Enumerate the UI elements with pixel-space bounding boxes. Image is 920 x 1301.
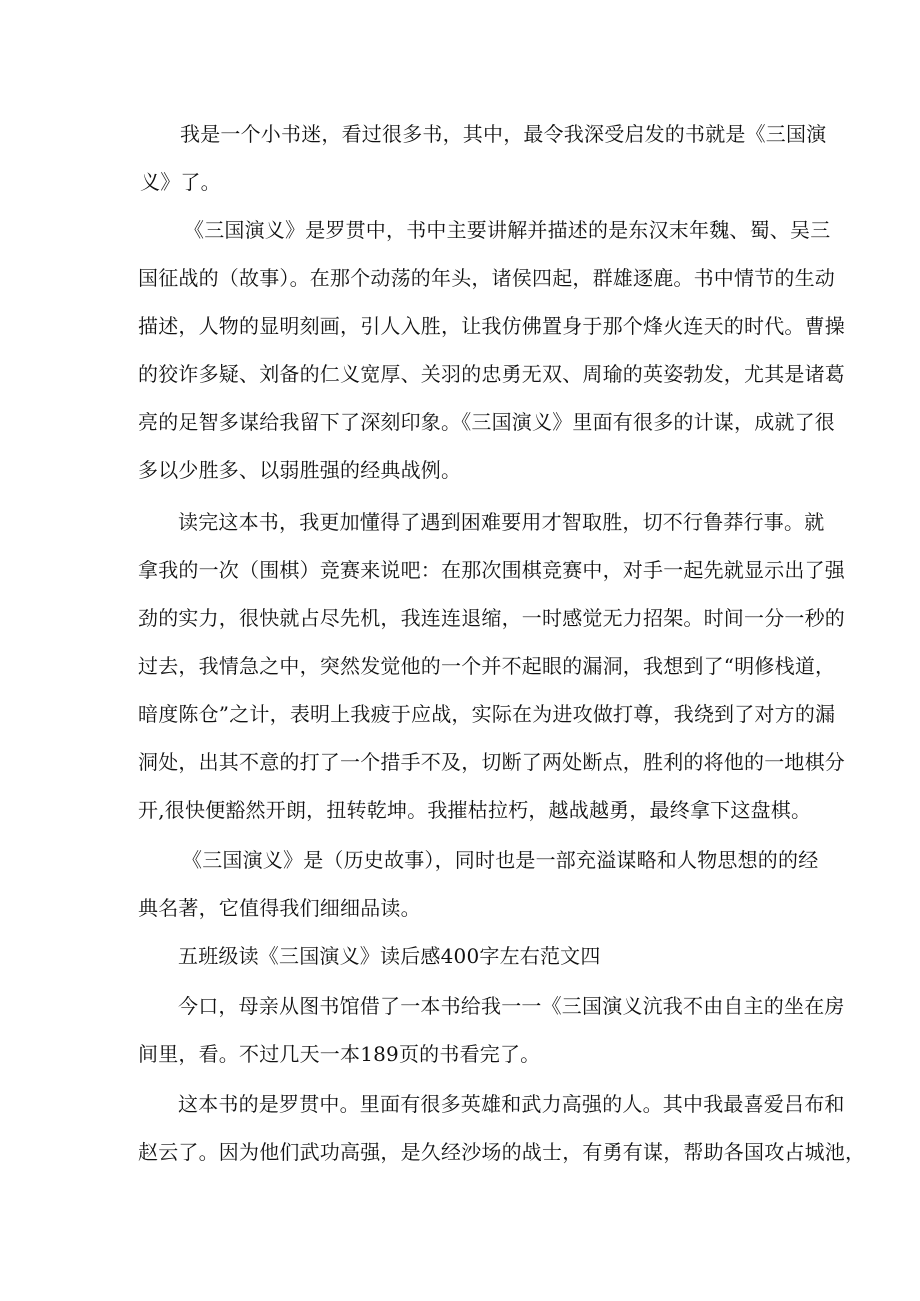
paragraph-6-line-2: 赵云了。因为他们武功高强，是久经沙场的战士，有勇有谋，帮助各国攻占城池， (138, 1140, 866, 1164)
paragraph-1-line-2: 义》了。 (140, 170, 221, 194)
paragraph-3-line-7: 开,很快便豁然开朗，扭转乾坤。我摧枯拉朽，越战越勇，最终拿下这盘棋。 (138, 798, 812, 822)
paragraph-1-line-1: 我是一个小书迷，看过很多书，其中，最令我深受启发的书就是《三国演 (180, 122, 827, 146)
paragraph-6-line-1: 这本书的是罗贯中。里面有很多英雄和武力高强的人。其中我最喜爱吕布和 (178, 1092, 845, 1116)
paragraph-2-line-3: 描述，人物的显明刻画，引人入胜，让我仿佛置身于那个烽火连天的时代。曹操 (138, 314, 845, 338)
paragraph-3-line-3: 劲的实力，很快就占尽先机，我连连退缩，一时感觉无力招架。时间一分一秒的 (138, 606, 845, 630)
paragraph-5-line-1: 今口，母亲从图书馆借了一本书给我一一《三国演义沆我不由自主的坐在房 (178, 994, 845, 1018)
paragraph-4-line-2: 典名著，它值得我们细细品读。 (138, 896, 421, 920)
paragraph-2-line-6: 多以少胜多、以弱胜强的经典战例。 (138, 458, 462, 482)
paragraph-3-line-5: 暗度陈仓”之计，表明上我疲于应战，实际在为进攻做打尊，我绕到了对方的漏 (138, 702, 836, 726)
paragraph-2-line-5: 亮的足智多谋给我留下了深刻印象。《三国演义》里面有很多的计谋，成就了很 (138, 410, 835, 434)
section-heading: 五班级读《三国演义》读后感400字左右范文四 (178, 944, 601, 968)
paragraph-2-line-1: 《三国演义》是罗贯中，书中主要讲解并描述的是东汉末年魏、蜀、吴三 (184, 218, 831, 242)
paragraph-3-line-2: 拿我的一次（围棋）竞赛来说吧：在那次围棋竞赛中，对手一起先就显示出了强 (138, 558, 845, 582)
paragraph-2-line-2: 国征战的（故事）。在那个动荡的年头，诸侯四起，群雄逐鹿。书中情节的生动 (138, 266, 835, 290)
paragraph-4-line-1: 《三国演义》是（历史故事），同时也是一部充溢谋略和人物思想的的经 (182, 848, 819, 872)
paragraph-3-line-6: 洞处，出其不意的打了一个措手不及，切断了两处断点，胜利的将他的一地棋分 (138, 750, 845, 774)
paragraph-2-line-4: 的狡诈多疑、刘备的仁义宽厚、关羽的忠勇无双、周瑜的英姿勃发，尤其是诸葛 (138, 362, 845, 386)
paragraph-3-line-1: 读完这本书，我更加懂得了遇到困难要用才智取胜，切不行鲁莽行事。就 (178, 510, 825, 534)
paragraph-5-line-2: 间里，看。不过几天一本189页的书看完了。 (138, 1042, 541, 1066)
paragraph-3-line-4: 过去，我情急之中，突然发觉他的一个并不起眼的漏洞，我想到了“明修栈道， (138, 654, 836, 678)
